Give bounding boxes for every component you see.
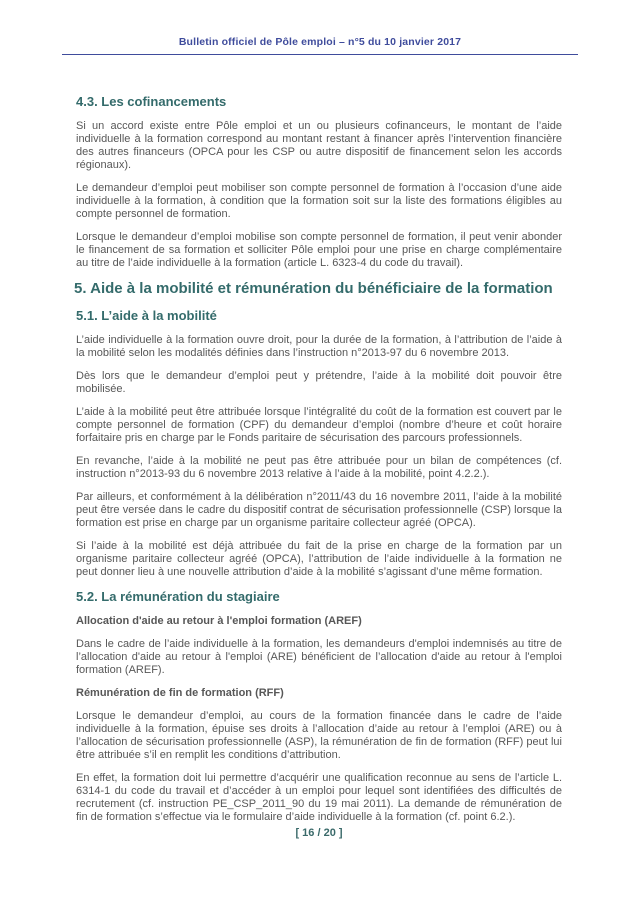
paragraph-mobilite-3: L’aide à la mobilité peut être attribuée lorsque l’intégralité du coût de la formation est couvert par le compte personnel de formation (CPF) du demandeur d’emploi (nombre d’heure et coût horaire forfaitaire pris en charge par le Fonds paritaire de sécurisation des parcours professionnels. [76, 406, 562, 444]
section-heading-5: 5. Aide à la mobilité et rémunération du bénéficiaire de la formation [74, 280, 553, 297]
section-heading-5-2: 5.2. La rémunération du stagiaire [76, 589, 280, 604]
paragraph-mobilite-4: En revanche, l’aide à la mobilité ne peut pas être attribuée pour un bilan de compétences (cf. instruction n°2013-93 du 6 novembre 2013 relative à l’aide à la mobilité, point 4.2.2.). [76, 455, 562, 480]
paragraph-cofinancement-3: Lorsque le demandeur d’emploi mobilise son compte personnel de formation, il peut venir abonder le financement de sa formation et solliciter Pôle emploi pour une prise en charge complémentaire au titre de l’aide individuelle à la formation (article L. 6323-4 du code du travail). [76, 231, 562, 269]
document-body [76, 90, 562, 834]
paragraph-cofinancement-2: Le demandeur d’emploi peut mobiliser son compte personnel de formation à l’occasion d’une aide individuelle à la formation, à condition que la formation soit sur la liste des formations éligibles au compte personnel de formation. [76, 182, 562, 220]
page-footer [0, 827, 638, 839]
paragraph-rff-2: En effet, la formation doit lui permettre d’acquérir une qualification reconnue au sens de l’article L. 6314-1 du code du travail et d’accéder à un emploi pour lequel sont identifiées des difficultés de recrutement (cf. instruction PE_CSP_2011_90 du 19 mai 2011). La demande de rémunération de fin de formation s’effectue via le formulaire d’aide individuelle à la formation (cf. point 6.2.). [76, 772, 562, 823]
section-heading-4-3: 4.3. Les cofinancements [76, 94, 227, 109]
subheading-rff: Rémunération de fin de formation (RFF) [76, 687, 284, 699]
paragraph-rff-1: Lorsque le demandeur d’emploi, au cours de la formation financée dans le cadre de l’aide individuelle à la formation, épuise ses droits à l’allocation d’aide au retour à l’emploi (ARE) ou à l’allocation de sécurisation professionnelle (ASP), la rémunération de fin de formation (RFF) peut lui être attribuée s’il en remplit les conditions d’attribution. [76, 710, 562, 761]
bulletin-title: Bulletin officiel de Pôle emploi – n°5 du 10 janvier 2017 [178, 36, 462, 48]
paragraph-mobilite-1: L’aide individuelle à la formation ouvre droit, pour la durée de la formation, à l’attribution de l’aide à la mobilité selon les modalités définies dans l’instruction n°2013-97 du 6 novembre 2013. [76, 334, 562, 359]
page-header [62, 36, 578, 55]
paragraph-mobilite-6: Si l’aide à la mobilité est déjà attribuée du fait de la prise en charge de la formation par un organisme paritaire collecteur agréé (OPCA), l’attribution de l’aide individuelle à la formation ne peut donner lieu à une nouvelle attribution d’aide à la mobilité s’agissant d’une même formation. [76, 540, 562, 578]
paragraph-mobilite-5: Par ailleurs, et conformément à la délibération n°2011/43 du 16 novembre 2011, l’aide à la mobilité peut être versée dans le cadre du dispositif contrat de sécurisation professionnelle (CSP) lorsque la formation est prise en charge par un organisme paritaire collecteur agréé (OPCA). [76, 491, 562, 529]
paragraph-aref: Dans le cadre de l’aide individuelle à la formation, les demandeurs d'emploi indemnisés au titre de l’allocation d'aide au retour à l'emploi (ARE) bénéficient de l’allocation d'aide au retour à l'emploi formation (AREF). [76, 638, 562, 676]
subheading-aref: Allocation d'aide au retour à l'emploi formation (AREF) [76, 615, 362, 627]
page-number: [ 16 / 20 ] [295, 827, 343, 839]
paragraph-mobilite-2: Dès lors que le demandeur d’emploi peut y prétendre, l’aide à la mobilité doit pouvoir être mobilisée. [76, 370, 562, 395]
paragraph-cofinancement-1: Si un accord existe entre Pôle emploi et un ou plusieurs cofinanceurs, le montant de l’aide individuelle à la formation correspond au montant restant à financer après l’intervention financière des autres financeurs (OPCA pour les CSP ou autre dispositif de financement selon les accords régionaux). [76, 120, 562, 171]
section-heading-5-1: 5.1. L’aide à la mobilité [76, 308, 217, 323]
